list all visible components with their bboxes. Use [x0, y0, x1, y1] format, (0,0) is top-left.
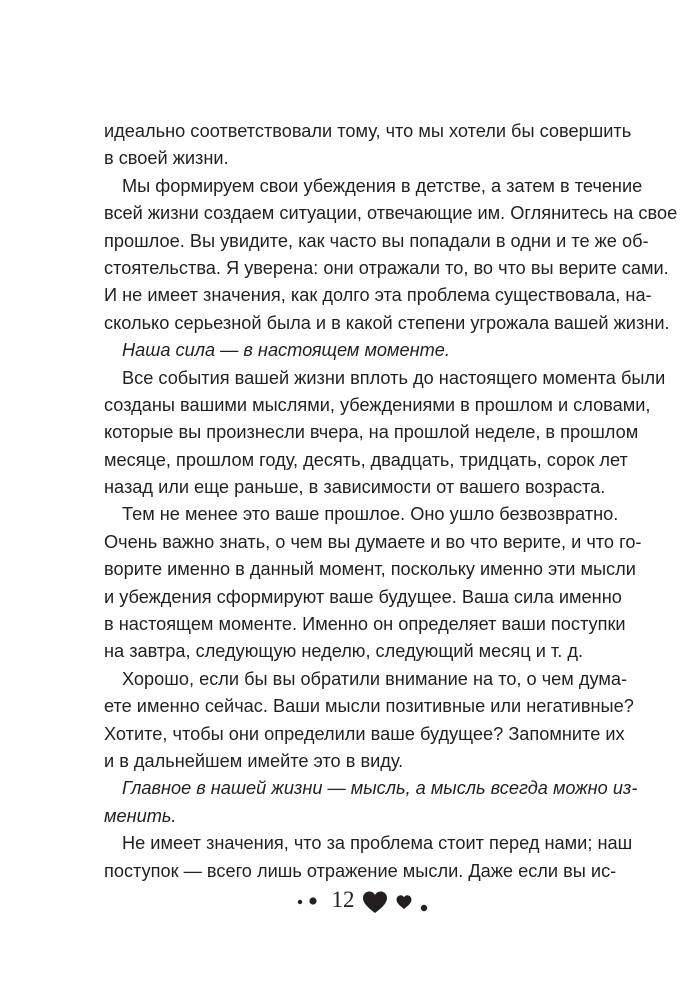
text-line: месяце, прошлом году, десять, двадцать, тридцать, сорок лет: [104, 449, 628, 470]
text-line: Главное в нашей жизни — мысль, а мысль всегда можно из-: [122, 778, 638, 799]
text-line: и в дальнейшем имейте это в виду.: [104, 750, 404, 771]
text-line: Наша сила — в настоящем моменте.: [122, 340, 450, 361]
dot-icon: [309, 897, 316, 904]
text-line: ете именно сейчас. Ваши мысли позитивные или негативные?: [104, 696, 634, 717]
text-line: Не имеет значения, что за проблема стоит перед нами; наш: [122, 833, 633, 854]
text-line: созданы вашими мыслями, убеждениями в прошлом и словами,: [104, 394, 651, 415]
text-line: Очень важно знать, о чем вы думаете и во что верите, и что го-: [104, 531, 642, 552]
small-heart-icon: [397, 895, 412, 909]
text-line: в настоящем моменте. Именно он определяет ваши поступки: [104, 614, 626, 635]
text-line: идеально соответствовали тому, что мы хотели бы совершить: [104, 121, 632, 141]
small-dot-icon: [298, 900, 302, 904]
page-footer: [0, 880, 686, 924]
text-line: И не имеет значения, как долго эта проблема существовала, на-: [104, 285, 652, 306]
text-line: сколько серьезной была и в какой степени угрожала вашей жизни.: [104, 312, 670, 333]
text-line: стоятельства. Я уверена: они отражали то, во что вы верите сами.: [104, 257, 669, 278]
text-line: которые вы произнесли вчера, на прошлой неделе, в прошлом: [104, 422, 639, 443]
text-line: Хотите, чтобы они определили ваше будущее? Запомните их: [104, 723, 625, 744]
page-number: 12: [331, 887, 355, 912]
text-line: Все события вашей жизни вплоть до настоящего момента были: [122, 367, 666, 388]
text-line: менить.: [104, 805, 177, 826]
text-line: ворите именно в данный момент, поскольку именно эти мысли: [104, 559, 636, 580]
text-line: и убеждения сформируют ваше будущее. Ваша сила именно: [104, 586, 622, 607]
text-line: всей жизни создаем ситуации, отвечающие им. Оглянитесь на свое: [104, 203, 678, 224]
text-line: на завтра, следующую неделю, следующий месяц и т. д.: [104, 641, 583, 662]
body-text: [104, 118, 678, 885]
text-line: Тем не менее это ваше прошлое. Оно ушло безвозвратно.: [122, 504, 619, 525]
dot-icon: [421, 905, 427, 911]
text-line: прошлое. Вы увидите, как часто вы попадали в одни и те же об-: [104, 230, 649, 251]
text-line: назад или еще раньше, в зависимости от вашего возраста.: [104, 477, 606, 498]
text-line: Хорошо, если бы вы обратили внимание на то, о чем дума-: [122, 668, 628, 689]
text-line: в своей жизни.: [104, 148, 229, 169]
text-line: Мы формируем свои убеждения в детстве, а затем в течение: [122, 175, 643, 196]
large-heart-icon: [363, 892, 387, 914]
text-line: поступок — всего лишь отражение мысли. Даже если вы ис-: [104, 860, 617, 881]
